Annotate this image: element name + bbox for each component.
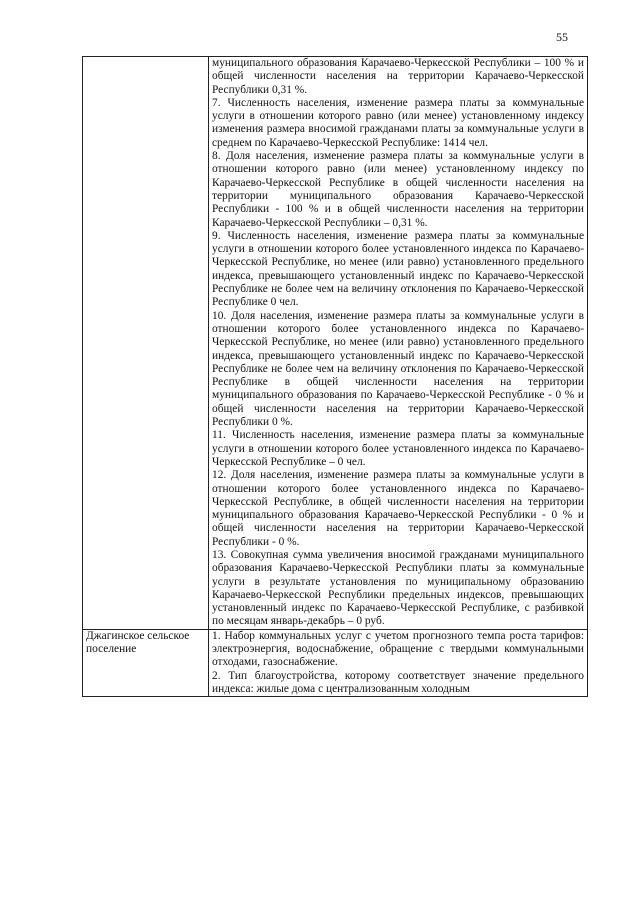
paragraph: 8. Доля населения, изменение размера платы за коммунальные услуги в отношении которого равно (или менее) установленному индексу по Карачаево-Черкесской Республике в общей численности населения на территории муниципального образования Карачаево-Черкесской Республики - 100 % и в общей численности населения на территории Карачаево-Черкесской Республики – 0,31 %.: [212, 150, 584, 229]
paragraph: 11. Численность населения, изменение размера платы за коммунальные услуги в отношении которого более установленного индекса по Карачаево-Черкесской Республике – 0 чел.: [212, 429, 584, 468]
page-number: 55: [556, 30, 568, 44]
table-row: [83, 629, 588, 696]
paragraph: 13. Совокупная сумма увеличения вносимой гражданами муниципального образования Карачаево-Черкесской Республики платы за коммунальные услуги в результате установления по муниципальному образованию Карачаево-Черкесской Республики предельных индексов, превышающих установленный индекс по Карачаево-Черкесской Республике, с разбивкой по месяцам январь-декабрь – 0 руб.: [212, 548, 584, 628]
municipality-name: Джагинское сельское поселение: [86, 629, 190, 656]
paragraph: 12. Доля населения, изменение размера платы за коммунальные услуги в отношении которого более установленного индекса по Карачаево-Черкесской Республике, в общей численности населения на территории муниципального образования Карачаево-Черкесской Республики - 0 % и общей численности населения на территории Карачаево-Черкесской Республики - 0 %.: [212, 469, 584, 548]
paragraph: муниципального образования Карачаево-Черкесской Республики – 100 % и общей численности населения на территории Карачаево-Черкесской Республики 0,31 %.: [212, 57, 584, 96]
document-table: [82, 56, 588, 697]
paragraph: 9. Численность населения, изменение размера платы за коммунальные услуги в отношении которого более установленного индекса по Карачаево-Черкесской Республике, но менее (или равно) установленного предельного индекса, превышающего установленный индекс по Карачаево-Черкесской Республике не более чем на величину отклонения по Карачаево-Черкесской Республике 0 чел.: [212, 229, 584, 309]
paragraph: 10. Доля населения, изменение размера платы за коммунальные услуги в отношении которого более установленного индекса по Карачаево-Черкесской Республике, но менее (или равно) установленного предельного индекса, превышающего установленный индекс по Карачаево-Черкесской Республике не более чем на величину отклонения по Карачаево-Черкесской Республике в общей численности населения на территории муниципального образования по Карачаево-Черкесской Республике - 0 % и общей численности населения на территории Карачаево-Черкесской Республики 0 %.: [212, 309, 584, 429]
indicators-cell: [209, 57, 588, 630]
municipality-cell: [83, 57, 209, 630]
paragraph: 1. Набор коммунальных услуг с учетом прогнозного темпа роста тарифов: электроэнергия, водоснабжение, обращение с твердыми коммунальными отходами, газоснабжение.: [212, 629, 584, 669]
paragraph: 7. Численность населения, изменение размера платы за коммунальные услуги в отношении которого равно (или менее) установленному индексу изменения размера вносимой гражданами платы за коммунальные услуги в среднем по Карачаево-Черкесской Республике: 1414 чел.: [212, 96, 584, 149]
municipality-cell: [83, 629, 209, 696]
table-row: [83, 57, 588, 630]
indicators-cell: [209, 629, 588, 696]
paragraph: 2. Тип благоустройства, которому соответствует значение предельного индекса: жилые дома с централизованным холодным: [212, 669, 584, 695]
